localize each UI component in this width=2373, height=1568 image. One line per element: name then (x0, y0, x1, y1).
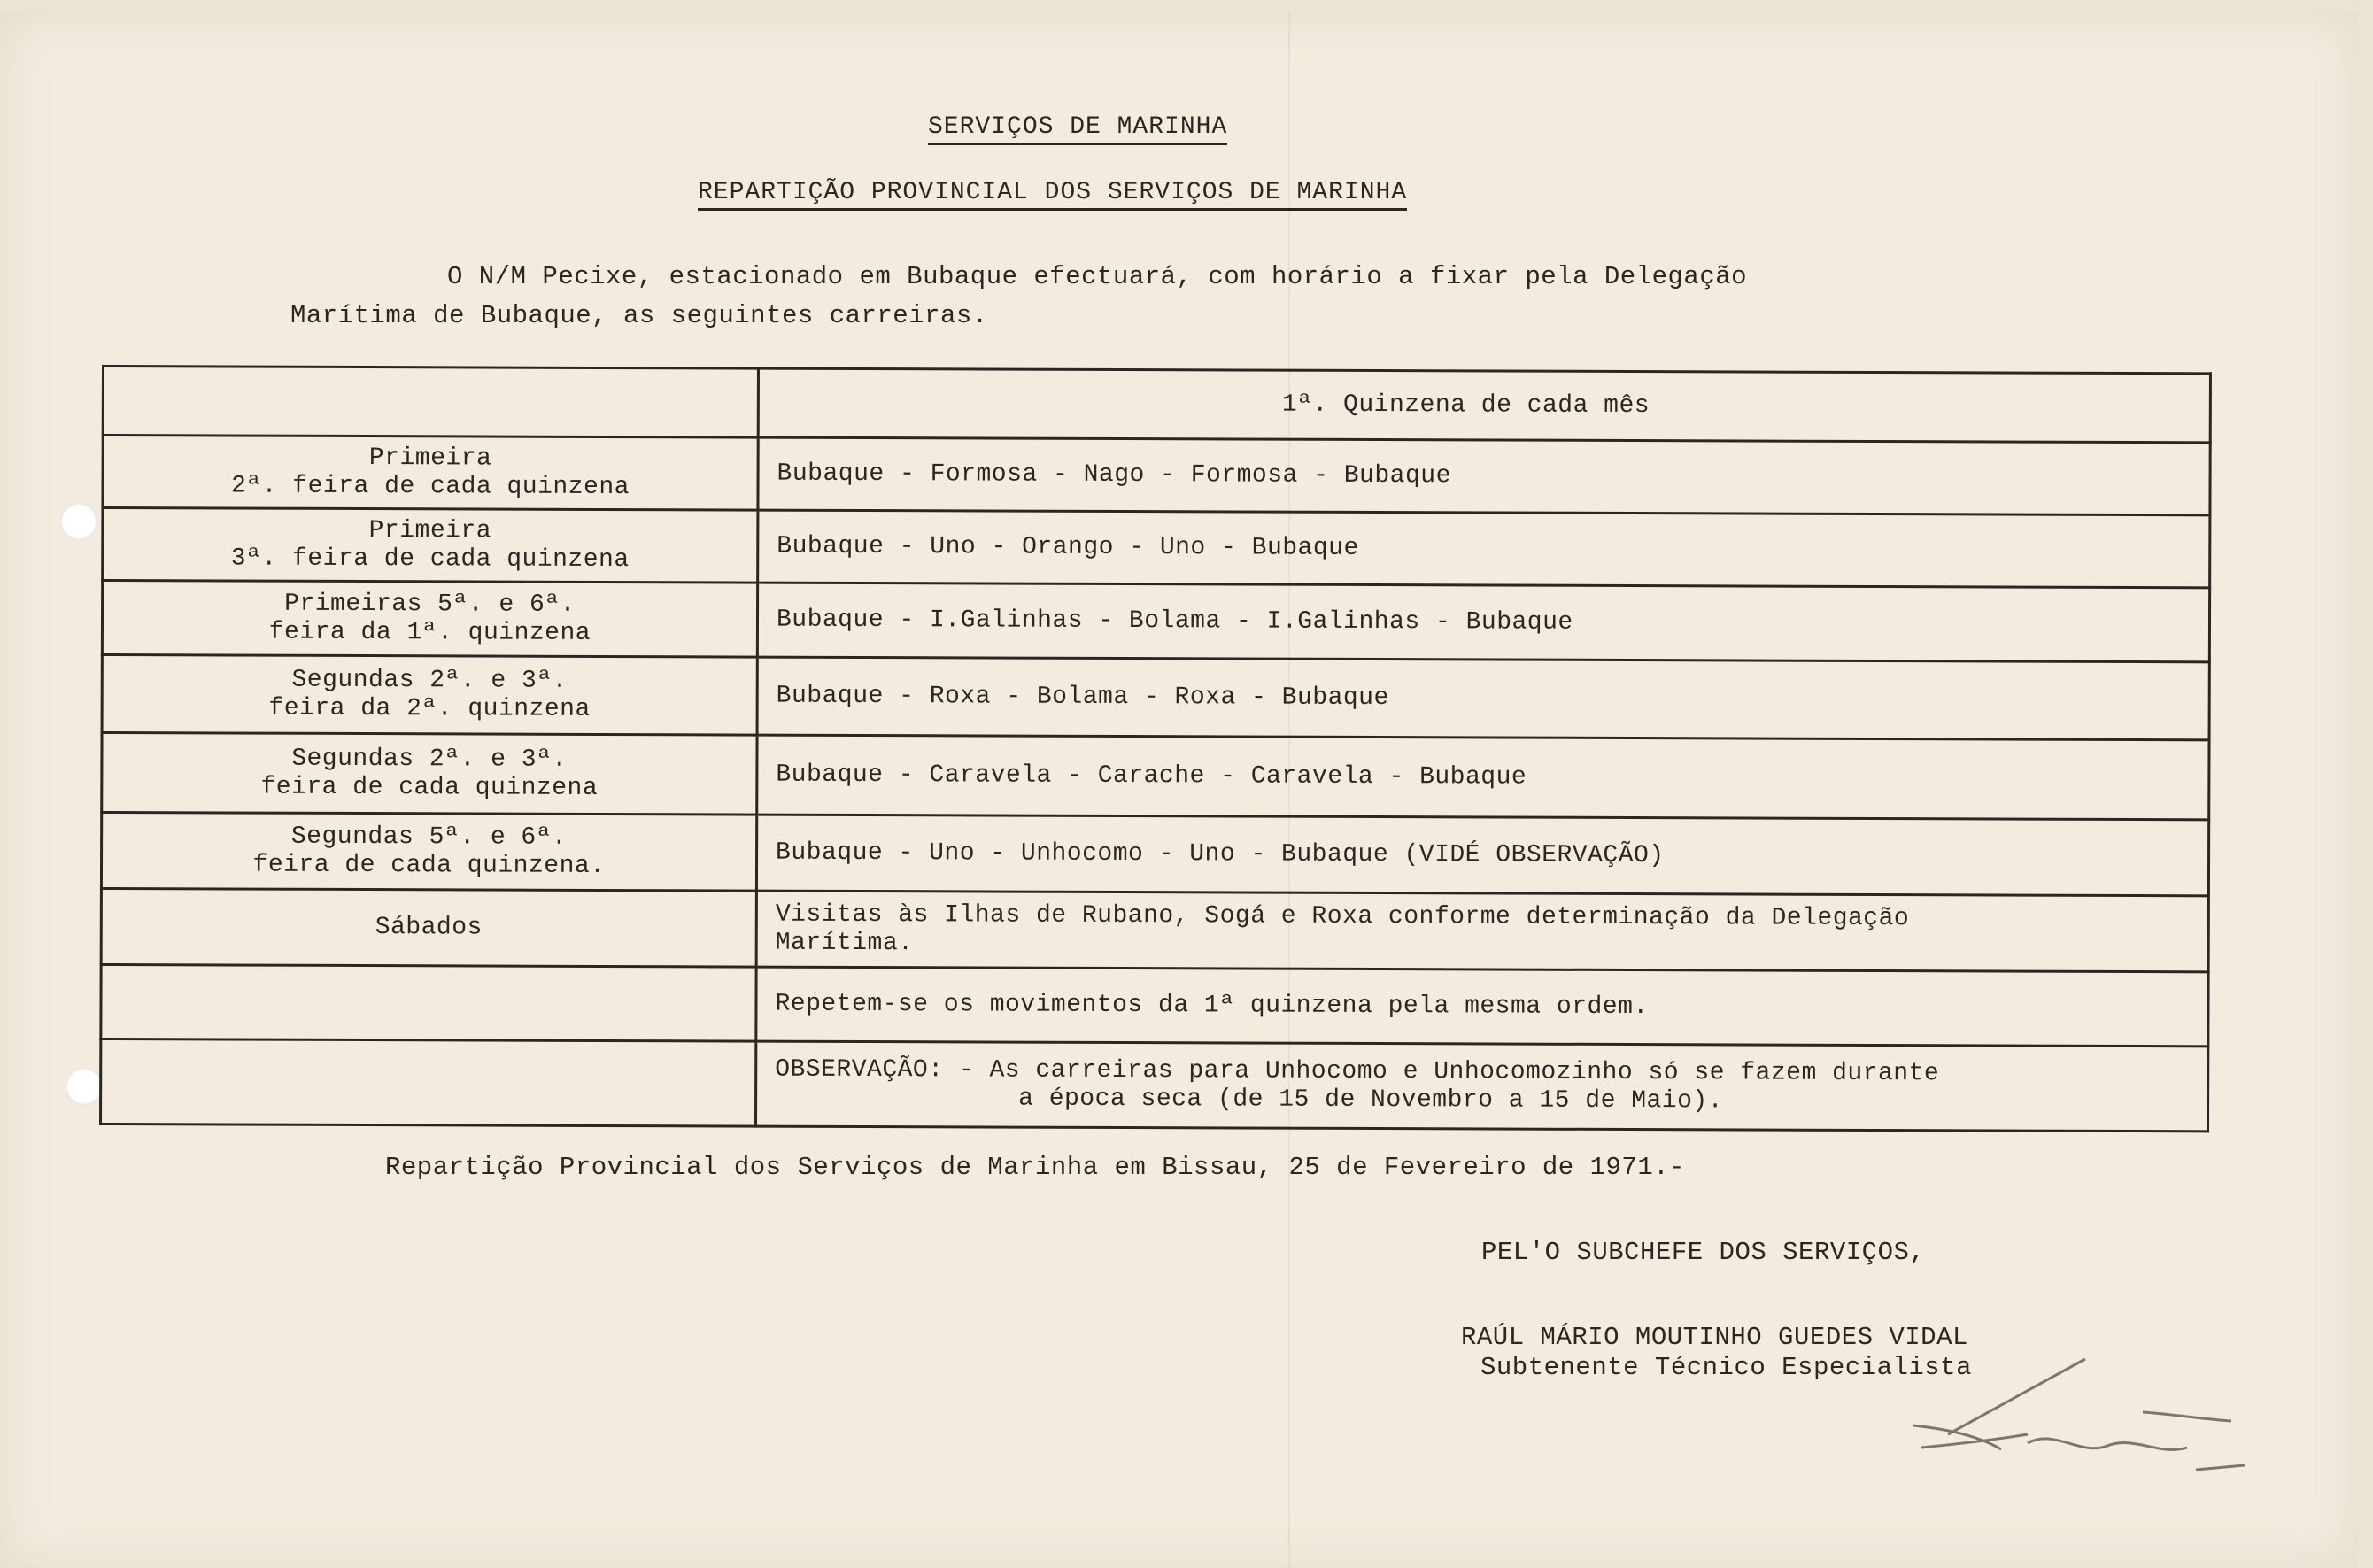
route-cell: Bubaque - Roxa - Bolama - Roxa - Bubaque (757, 657, 2209, 740)
signatory-name: RAÚL MÁRIO MOUTINHO GUEDES VIDAL (1461, 1323, 1968, 1352)
heading-servicos: SERVIÇOS DE MARINHA (928, 113, 1227, 145)
route-cell: Bubaque - Uno - Orango - Uno - Bubaque (758, 510, 2210, 588)
intro-line-1: O N/M Pecixe, estacionado em Bubaque efectuará, com horário a fixar pela Delegação (447, 262, 1748, 291)
route-cell: Bubaque - Caravela - Carache - Caravela - Bubaque (757, 735, 2209, 820)
heading-reparticao: REPARTIÇÃO PROVINCIAL DOS SERVIÇOS DE MARINHA (698, 179, 1407, 211)
place-date-line: Repartição Provincial dos Serviços de Marinha em Bissau, 25 de Fevereiro de 1971.- (385, 1153, 1686, 1182)
day-cell: Primeira 3ª. feira de cada quinzena (103, 508, 758, 583)
table-row (102, 581, 2209, 662)
day-cell: Segundas 2ª. e 3ª. feira da 2ª. quinzena (102, 655, 757, 736)
table-row (103, 508, 2210, 588)
handwritten-signature (1851, 1350, 2249, 1492)
day-cell (101, 965, 756, 1042)
punch-hole-top (60, 503, 97, 540)
header-left-cell (103, 367, 758, 438)
day-cell: Segundas 2ª. e 3ª. feira de cada quinzena (102, 733, 757, 815)
table-row (103, 436, 2210, 515)
table-row (101, 889, 2208, 972)
route-cell: Bubaque - Formosa - Nago - Formosa - Bubaque (758, 437, 2210, 515)
signatory-rank: Subtenente Técnico Especialista (1480, 1353, 1972, 1382)
table-row (101, 813, 2208, 896)
route-cell: Bubaque - Uno - Unhocomo - Uno - Bubaque (VIDÉ OBSERVAÇÃO) (756, 815, 2208, 896)
table-row (101, 1039, 2208, 1132)
table-row (102, 733, 2209, 820)
punch-hole-bottom (66, 1068, 103, 1105)
day-cell: Sábados (101, 889, 756, 968)
table-row (101, 965, 2208, 1047)
route-cell: Bubaque - I.Galinhas - Bolama - I.Galinhas - Bubaque (757, 583, 2209, 662)
route-cell: Visitas às Ilhas de Rubano, Sogá e Roxa conforme determinação da Delegação Marítima. (756, 891, 2208, 972)
signoff-line: PEL'O SUBCHEFE DOS SERVIÇOS, (1481, 1238, 1926, 1267)
header-right-cell: 1ª. Quinzena de cada mês (758, 368, 2210, 443)
table-row (102, 655, 2209, 740)
observation-cell: OBSERVAÇÃO: - As carreiras para Unhocomo e Unhocomozinho só se fazem durante a época seca (de 15 de Novembro a 15 de Maio). (756, 1041, 2208, 1132)
intro-line-2: Marítima de Bubaque, as seguintes carreiras. (290, 301, 988, 330)
day-cell: Primeira 2ª. feira de cada quinzena (103, 436, 758, 511)
table-header-row (103, 367, 2210, 443)
day-cell: Segundas 5ª. e 6ª. feira de cada quinzena. (101, 813, 756, 892)
schedule-table (99, 365, 2212, 1132)
route-cell: Repetem-se os movimentos da 1ª quinzena pela mesma ordem. (756, 967, 2208, 1047)
day-cell (101, 1039, 756, 1127)
day-cell: Primeiras 5ª. e 6ª. feira da 1ª. quinzena (102, 581, 757, 658)
